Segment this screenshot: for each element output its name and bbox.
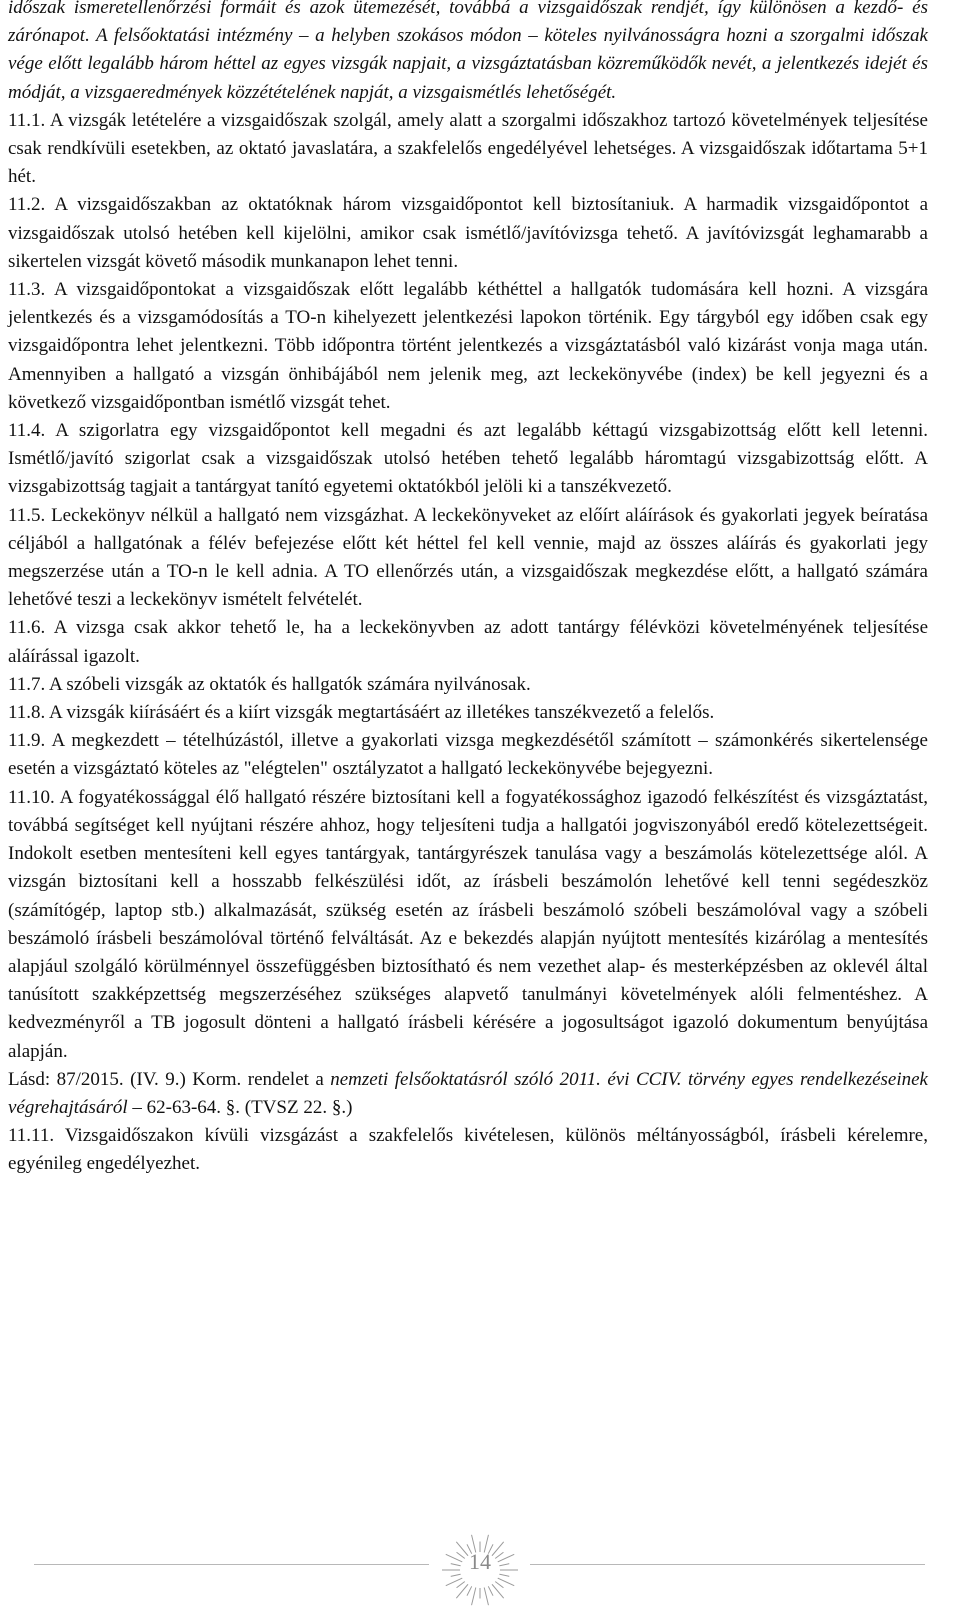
paragraph-text: 11.5. Leckekönyv nélkül a hallgató nem vizsgázhat. A leckekönyveket az előírt aláírások és gyakorlati jegyek beíratása céljából a hallgatónak a félév befejezése előtt két héttel fel kell vennie, majd az összes aláírás és gyakorlati jegy megszerzése után a TO-n le kell adnia. A TO ellenőrzés után, a vizsgaidőszak megkezdése előtt, a hallgató számára lehetővé teszi a leckekönyv ismételt felvételét. [8, 504, 928, 611]
paragraph-text: 11.8. A vizsgák kiírásáért és a kiírt vizsgák megtartásáért az illetékes tanszékvezető a felelős. [8, 702, 715, 724]
paragraph [8, 1066, 928, 1122]
document-body [8, 0, 928, 1179]
paragraph-text: 11.4. A szigorlatra egy vizsgaidőpontot kell megadni és azt legalább kéttagú vizsgabizottság előtt kell letenni. Ismétlő/javító szigorlat csak a vizsgaidőszak utolsó hetében tehető legalább háromtagú vizsgabizottság előtt. A vizsgabizottság tagjait a tantárgyat tanító egyetemi oktatókból jelöli ki a tanszékvezető. [8, 420, 928, 498]
paragraph-text: Lásd: 87/2015. (IV. 9.) Korm. rendelet a [8, 1068, 331, 1090]
paragraph-text: 11.1. A vizsgák letételére a vizsgaidőszak szolgál, amely alatt a szorgalmi időszakhoz tartozó követelmények teljesítése csak rendkívüli esetekben, az oktató javaslatára, a szakfelelős engedélyével lehetséges. A vizsgaidőszak időtartama 5+1 hét. [8, 109, 928, 188]
paragraph [8, 191, 928, 276]
paragraph [8, 276, 928, 417]
italic-text: időszak ismeretellenőrzési formáit és azok ütemezését, továbbá a vizsgaidőszak rendjét, így különösen a kezdő- és zárónapot. A felsőoktatási intézmény – a helyben szokásos módon – köteles nyilvánosságra hozni a szorgalmi időszak vége előtt legalább három héttel az egyes vizsgák napjait, a vizsgáztatásban közreműködők nevét, a jelentkezés idejét és módját, a vizsgaeredmények közzétételének napját, a vizsgaismétlés lehetőségét. [8, 0, 928, 103]
paragraph-text: 11.6. A vizsga csak akkor tehető le, ha a leckekönyvben az adott tantárgy félévközi követelményének teljesítése aláírással igazolt. [8, 617, 928, 667]
paragraph [8, 1122, 928, 1178]
footer-rule-right [530, 1564, 925, 1565]
paragraph [8, 502, 928, 615]
paragraph [8, 671, 928, 699]
footer-rule-left [34, 1564, 429, 1565]
paragraph [8, 0, 928, 107]
paragraph-text: 11.11. Vizsgaidőszakon kívüli vizsgázást a szakfelelős kivételesen, különös méltányosságból, írásbeli kérelemre, egyénileg engedélyezhet. [8, 1125, 928, 1175]
paragraph [8, 107, 928, 192]
paragraph [8, 699, 928, 727]
paragraph [8, 614, 928, 670]
paragraph-text: – 62-63-64. §. (TVSZ 22. §.) [127, 1096, 353, 1118]
paragraph-text: 11.7. A szóbeli vizsgák az oktatók és hallgatók számára nyilvánosak. [8, 673, 531, 695]
paragraph-text: 11.10. A fogyatékossággal élő hallgató részére biztosítani kell a fogyatékossághoz igazodó felkészítést és vizsgáztatást, továbbá segítséget kell nyújtani részére ahhoz, hogy teljesíteni tudja a hallgatói jogviszonyából eredő kötelezettségeit. Indokolt esetben mentesíteni kell egyes tantárgyak, tantárgyrészek tanulása vagy a beszámolás kötelezettsége alól. A vizsgán biztosítani kell a hosszabb felkészülési időt, az írásbeli beszámolón lehetővé kell tenni segédeszköz (számítógép, laptop stb.) alkalmazását, szükség esetén az írásbeli beszámoló szóbeli beszámolóval vagy a szóbeli beszámoló írásbeli beszámolóval történő felváltását. Az e bekezdés alapján nyújtott mentesítés kizárólag a mentesítés alapjául szolgáló körülménnyel összefüggésben biztosítható és nem vezethet alap- és mesterképzésben az oklevél által tanúsított szakképzettség megszerzéséhez szükséges alapvető tanulmányi követelmények alóli felmentéshez. A kedvezményről a TB jogosult dönteni a hallgató írásbeli kérésére a jogosultságot igazoló dokumentum benyújtása alapján. [8, 786, 928, 1062]
paragraph-text: 11.9. A megkezdett – tételhúzástól, illetve a gyakorlati vizsga megkezdésétől számított – számonkérés sikertelensége esetén a vizsgáztató köteles az "elégtelen" osztályzatot a hallgató leckekönyvébe bejegyezni. [8, 730, 928, 780]
paragraph [8, 784, 928, 1066]
paragraph [8, 417, 928, 502]
page-number: 14 [469, 1549, 491, 1574]
page-footer [0, 1528, 960, 1608]
paragraph-text: 11.3. A vizsgaidőpontokat a vizsgaidőszak előtt legalább kéthéttel a hallgatók tudomására kell hozni. A vizsgára jelentkezés és a vizsgamódosítás a TO-n kihelyezett jelentkezési lapokon történik. Egy tárgyból egy időben csak egy vizsgaidőpontra lehet jelentkezni. Több időpontra történt jelentkezés a vizsgáztatásból való kizárást vonja maga után. Amennyiben a hallgató a vizsgán önhibájából nem jelenik meg, azt leckekönyvébe (index) be kell jegyezni és a következő vizsgaidőpontban ismétlő vizsgát tehet. [8, 279, 928, 413]
paragraph-text: 11.2. A vizsgaidőszakban az oktatóknak három vizsgaidőpontot kell biztosítaniuk. A harmadik vizsgaidőpontot a vizsgaidőszak utolsó hetében kell kijelölni, amikor csak ismétlő/javítóvizsga tehető. A javítóvizsgát leghamarabb a sikertelen vizsgát követő második munkanapon lehet tenni. [8, 194, 928, 272]
paragraph [8, 727, 928, 783]
italic-text: nemzeti felsőoktatásról szóló 2011. évi CCIV. törvény egyes rendelkezéseinek végrehajtásáról [8, 1068, 928, 1118]
